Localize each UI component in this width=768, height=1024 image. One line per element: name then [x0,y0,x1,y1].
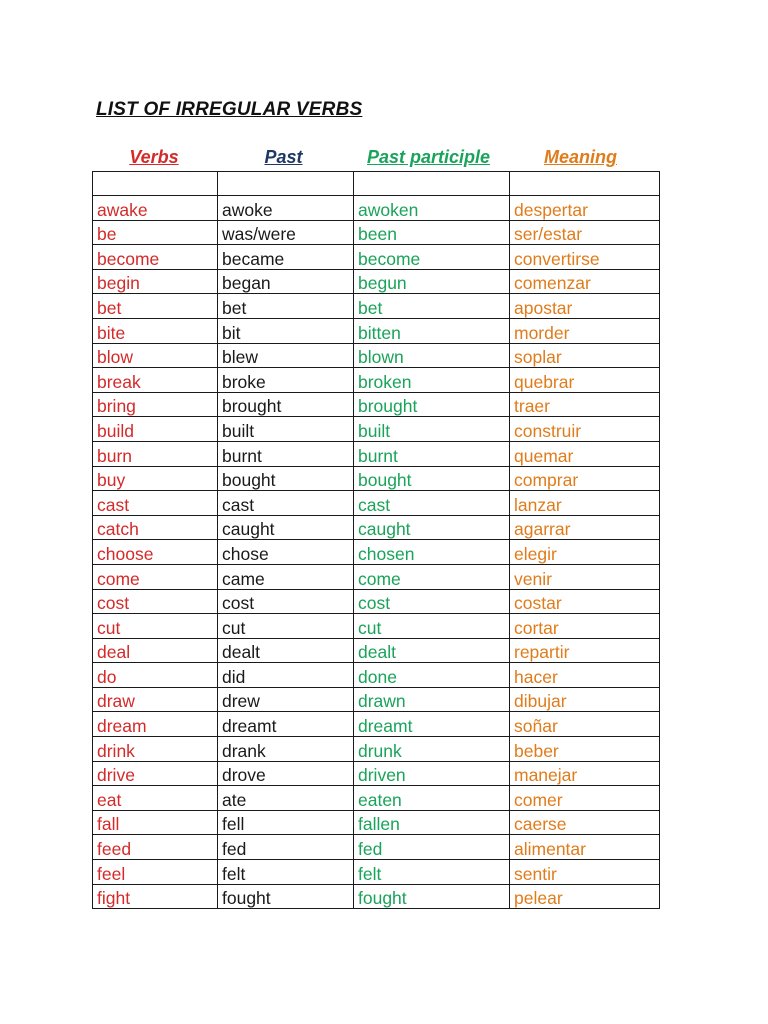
past-participle-cell: fought [354,884,510,909]
past-cell: felt [218,860,354,885]
table-row [93,663,660,688]
table-row [93,491,660,516]
past-cell: ate [218,786,354,811]
verb-cell: be [93,220,218,245]
table-row [93,786,660,811]
meaning-cell: costar [510,589,660,614]
past-cell: drank [218,737,354,762]
table-row [93,614,660,639]
past-participle-cell: eaten [354,786,510,811]
verb-cell: bring [93,392,218,417]
table-row [93,737,660,762]
past-participle-cell: come [354,564,510,589]
meaning-cell: soplar [510,343,660,368]
verb-cell: build [93,417,218,442]
meaning-cell: soñar [510,712,660,737]
past-participle-cell: cast [354,491,510,516]
verb-cell: draw [93,687,218,712]
past-participle-cell: begun [354,269,510,294]
table-row [93,269,660,294]
past-cell: was/were [218,220,354,245]
blank-cell [93,172,218,196]
past-cell: awoke [218,196,354,221]
meaning-cell: sentir [510,860,660,885]
verb-cell: catch [93,515,218,540]
table-row [93,564,660,589]
verb-cell: burn [93,441,218,466]
past-cell: bought [218,466,354,491]
past-cell: chose [218,540,354,565]
header-past: Past [264,147,303,167]
verb-cell: dream [93,712,218,737]
table-row [93,589,660,614]
meaning-cell: comer [510,786,660,811]
past-cell: drew [218,687,354,712]
table-row [93,294,660,319]
meaning-cell: comprar [510,466,660,491]
past-cell: fed [218,835,354,860]
meaning-cell: elegir [510,540,660,565]
table-row [93,368,660,393]
table-row [93,220,660,245]
past-cell: dealt [218,638,354,663]
past-cell: began [218,269,354,294]
past-participle-cell: bitten [354,318,510,343]
past-participle-cell: blown [354,343,510,368]
past-participle-cell: drawn [354,687,510,712]
past-participle-cell: bet [354,294,510,319]
past-participle-cell: driven [354,761,510,786]
verb-cell: buy [93,466,218,491]
meaning-cell: cortar [510,614,660,639]
meaning-cell: ser/estar [510,220,660,245]
past-cell: did [218,663,354,688]
meaning-cell: manejar [510,761,660,786]
meaning-cell: quebrar [510,368,660,393]
meaning-cell: lanzar [510,491,660,516]
verb-cell: blow [93,343,218,368]
verb-cell: become [93,245,218,270]
header-past-participle: Past participle [366,147,491,167]
past-cell: drove [218,761,354,786]
past-cell: dreamt [218,712,354,737]
blank-cell [354,172,510,196]
meaning-cell: morder [510,318,660,343]
past-participle-cell: felt [354,860,510,885]
verb-cell: bite [93,318,218,343]
past-cell: became [218,245,354,270]
table-row [93,860,660,885]
past-participle-cell: done [354,663,510,688]
verb-cell: fall [93,810,218,835]
past-participle-cell: broken [354,368,510,393]
table-row [93,687,660,712]
past-participle-cell: chosen [354,540,510,565]
meaning-cell: apostar [510,294,660,319]
table-row [93,245,660,270]
verb-cell: awake [93,196,218,221]
past-cell: came [218,564,354,589]
header-verbs: Verbs [129,147,179,167]
verb-cell: do [93,663,218,688]
past-participle-cell: bought [354,466,510,491]
verb-cell: cost [93,589,218,614]
meaning-cell: alimentar [510,835,660,860]
past-participle-cell: burnt [354,441,510,466]
meaning-cell: pelear [510,884,660,909]
past-cell: built [218,417,354,442]
past-cell: bit [218,318,354,343]
past-participle-cell: built [354,417,510,442]
table-row [93,441,660,466]
past-cell: cast [218,491,354,516]
meaning-cell: dibujar [510,687,660,712]
column-headers [92,147,655,171]
past-cell: fought [218,884,354,909]
verb-cell: drink [93,737,218,762]
past-cell: fell [218,810,354,835]
meaning-cell: convertirse [510,245,660,270]
meaning-cell: construir [510,417,660,442]
past-participle-cell: cut [354,614,510,639]
past-cell: broke [218,368,354,393]
table-row [93,515,660,540]
past-participle-cell: fed [354,835,510,860]
verb-cell: come [93,564,218,589]
table-row [93,884,660,909]
table-row [93,540,660,565]
verb-cell: drive [93,761,218,786]
past-participle-cell: caught [354,515,510,540]
verb-cell: deal [93,638,218,663]
irregular-verbs-table [92,171,660,909]
past-participle-cell: brought [354,392,510,417]
table-row [93,196,660,221]
meaning-cell: traer [510,392,660,417]
table-row [93,712,660,737]
past-participle-cell: dreamt [354,712,510,737]
verb-cell: feel [93,860,218,885]
past-cell: cost [218,589,354,614]
past-cell: blew [218,343,354,368]
past-participle-cell: been [354,220,510,245]
past-participle-cell: become [354,245,510,270]
table-row [93,810,660,835]
meaning-cell: agarrar [510,515,660,540]
table-row [93,318,660,343]
verb-cell: eat [93,786,218,811]
table-body [93,172,660,909]
meaning-cell: quemar [510,441,660,466]
past-cell: burnt [218,441,354,466]
blank-cell [218,172,354,196]
verb-cell: feed [93,835,218,860]
past-participle-cell: dealt [354,638,510,663]
table-row [93,835,660,860]
verb-cell: choose [93,540,218,565]
page-title: LIST OF IRREGULAR VERBS [96,99,363,120]
past-cell: caught [218,515,354,540]
table-row [93,638,660,663]
verb-cell: begin [93,269,218,294]
meaning-cell: hacer [510,663,660,688]
past-participle-cell: awoken [354,196,510,221]
table-row [93,466,660,491]
past-cell: cut [218,614,354,639]
verb-cell: break [93,368,218,393]
meaning-cell: venir [510,564,660,589]
meaning-cell: caerse [510,810,660,835]
meaning-cell: repartir [510,638,660,663]
table-blank-row [93,172,660,196]
past-cell: brought [218,392,354,417]
past-cell: bet [218,294,354,319]
meaning-cell: beber [510,737,660,762]
past-participle-cell: drunk [354,737,510,762]
meaning-cell: despertar [510,196,660,221]
past-participle-cell: fallen [354,810,510,835]
verb-cell: fight [93,884,218,909]
verb-cell: bet [93,294,218,319]
table-row [93,392,660,417]
meaning-cell: comenzar [510,269,660,294]
table-row [93,761,660,786]
header-meaning: Meaning [543,147,617,167]
blank-cell [510,172,660,196]
verb-cell: cast [93,491,218,516]
table-row [93,343,660,368]
verb-cell: cut [93,614,218,639]
table-row [93,417,660,442]
past-participle-cell: cost [354,589,510,614]
